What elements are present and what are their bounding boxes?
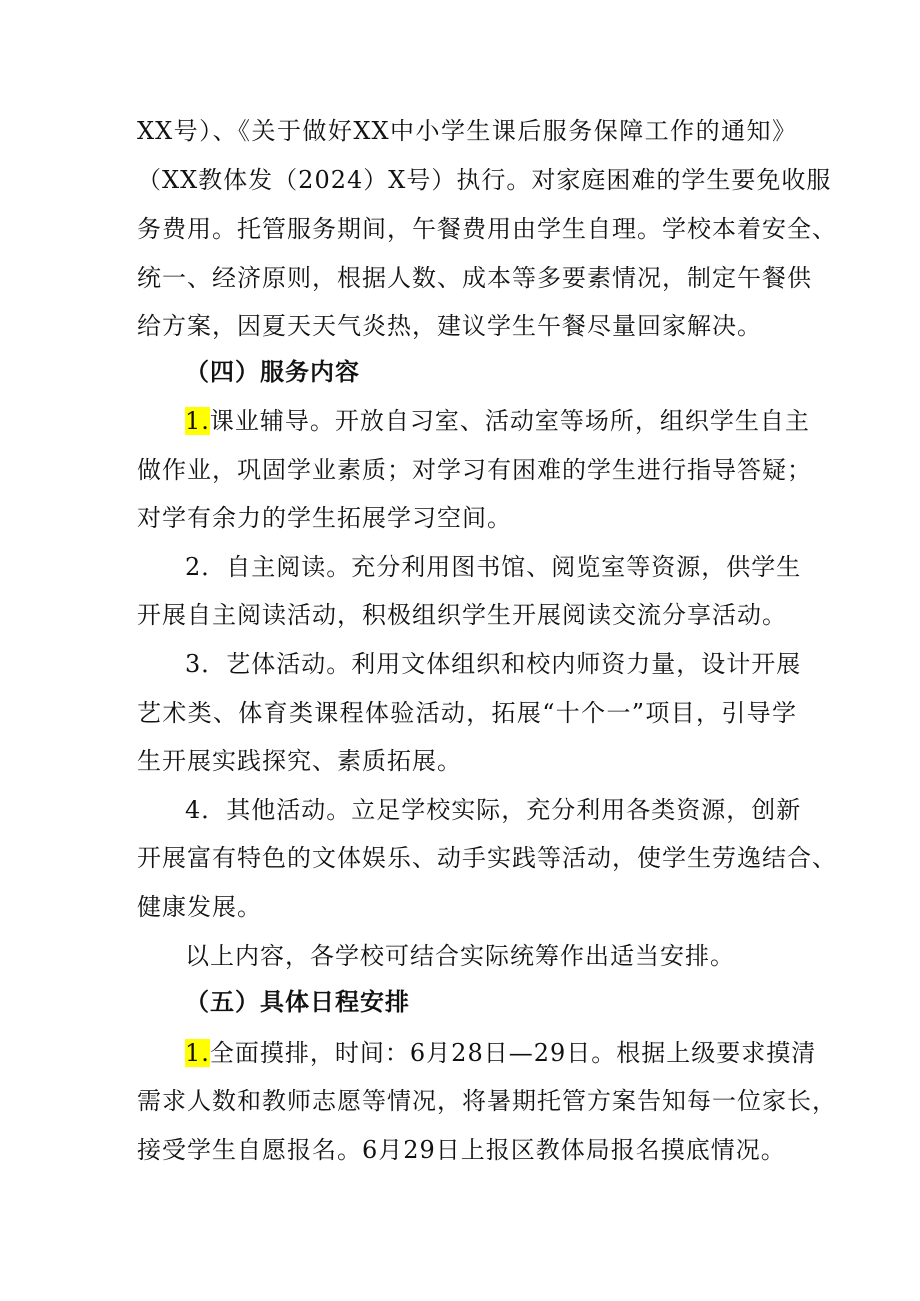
text-line: 生开展实践探究、素质拓展。 (137, 747, 462, 775)
text-line: 需求人数和教师志愿等情况，将暑期托管方案告知每一位家长， (137, 1087, 837, 1115)
text-line: 做作业，巩固学业素质；对学习有困难的学生进行指导答疑； (137, 456, 812, 484)
text-line: 全面摸排，时间：6月28日—29日。根据上级要求摸清 (209, 1039, 817, 1067)
text-line: 开展自主阅读活动，积极组织学生开展阅读交流分享活动。 (137, 601, 787, 629)
list-item-first-line (185, 1037, 817, 1069)
text-line: 给方案，因夏天天气炎热，建议学生午餐尽量回家解决。 (137, 312, 762, 340)
text-line: 健康发展。 (137, 893, 262, 921)
text-line: 对学有余力的学生拓展学习空间。 (137, 504, 512, 532)
text-line: 2．自主阅读。充分利用图书馆、阅览室等资源，供学生 (185, 553, 802, 581)
text-line: XX号）、《关于做好XX中小学生课后服务保障工作的通知》 (137, 117, 797, 145)
text-line: 开展富有特色的文体娱乐、动手实践等活动，使学生劳逸结合、 (137, 844, 837, 872)
text-line: 务费用。托管服务期间，午餐费用由学生自理。学校本着安全、 (137, 215, 837, 243)
section-heading: （四）服务内容 (185, 357, 360, 386)
text-line: （XX教体发（2024）X号）执行。对家庭困难的学生要免收服 (137, 166, 832, 194)
text-line: 统一、经济原则，根据人数、成本等多要素情况，制定午餐供 (137, 264, 812, 292)
list-item-first-line (185, 405, 810, 437)
highlighted-number: 1. (185, 1039, 210, 1067)
text-line: 3．艺体活动。利用文体组织和校内师资力量，设计开展 (185, 650, 802, 678)
text-line: 4．其他活动。立足学校实际，充分利用各类资源，创新 (185, 796, 802, 824)
text-line: 接受学生自愿报名。6月29日上报区教体局报名摸底情况。 (137, 1136, 786, 1164)
highlighted-number: 1. (185, 407, 210, 435)
section-heading: （五）具体日程安排 (185, 987, 410, 1016)
summary-line: 以上内容，各学校可结合实际统筹作出适当安排。 (185, 942, 735, 970)
text-line: 艺术类、体育类课程体验活动，拓展“十个一”项目，引导学 (137, 699, 797, 727)
text-line: 课业辅导。开放自习室、活动室等场所，组织学生自主 (209, 407, 810, 435)
